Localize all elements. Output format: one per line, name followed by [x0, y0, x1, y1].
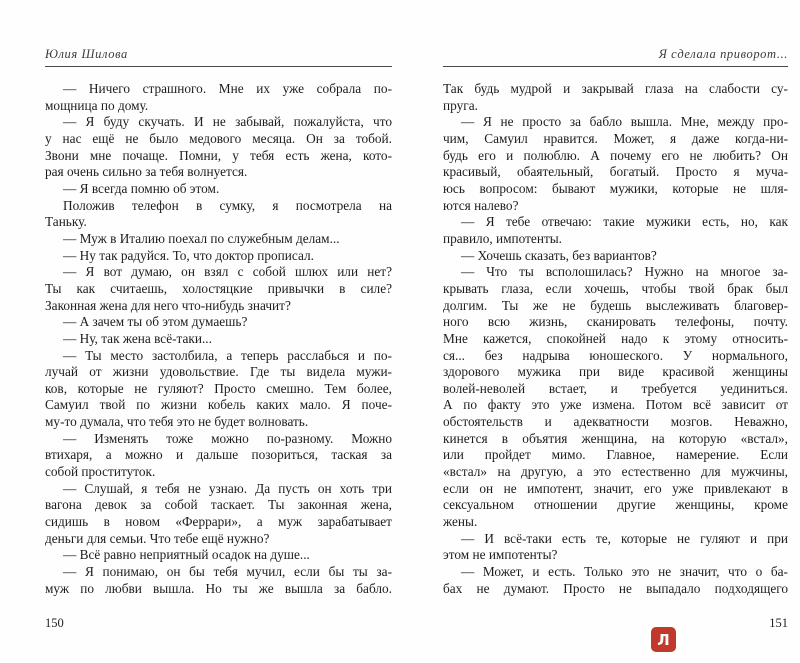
right-page [443, 0, 788, 663]
header-rule [45, 66, 392, 67]
text-line: — Что ты всполошилась? Нужно на многое за- [461, 264, 788, 280]
text-line: ков, которые не гуляют? Просто смешно. Тем более, [45, 380, 392, 396]
paragraph [443, 248, 788, 265]
right-page-body [443, 81, 788, 597]
text-line: — Слушай, я тебя не узнаю. Да пусть он хоть три [63, 480, 392, 496]
text-line: правило, импотенты. [443, 230, 563, 246]
paragraph [45, 181, 392, 198]
text-line: Так будь мудрой и закрывай глаза на слабости су- [443, 81, 788, 96]
text-line: кинется в объятия женщина, на которую «встал», [443, 430, 788, 446]
paragraph [45, 314, 392, 331]
text-line: у нас ещё не было медового месяца. Он за тобой. [45, 130, 392, 146]
text-line: Звони мне почаще. Помни, у тебя есть жена, кото- [45, 147, 392, 163]
text-line: — Ну так радуйся. То, что доктор прописал. [63, 247, 314, 263]
page-number-right: 151 [769, 616, 788, 630]
paragraph [45, 81, 392, 114]
text-line: вагона девок за собой таскает. Ты законная жена, [45, 497, 392, 513]
publisher-watermark-icon [651, 627, 676, 652]
paragraph [45, 264, 392, 314]
text-line: — А зачем ты об этом думаешь? [63, 314, 248, 330]
left-page-body [45, 81, 392, 597]
text-line: му-то думала, что тебя это не будет волновать. [45, 414, 309, 430]
text-line: сексуальном отношении другие женщины, кроме [443, 497, 788, 513]
text-line: жены. [443, 514, 478, 530]
text-line: собой проституток. [45, 464, 156, 480]
text-line: — Я всегда помню об этом. [63, 180, 220, 196]
text-line: бах не думают. Просто не выпадало подходящего [443, 580, 788, 596]
text-line: Законная жена для него что-нибудь значит? [45, 297, 291, 313]
text-line: — Я вот думаю, он взял с собой шлюх или нет? [63, 264, 392, 280]
paragraph [45, 231, 392, 248]
text-line: — Я буду скучать. И не забывай, пожалуйста, что [63, 114, 392, 130]
text-line: лучай от жизни удовольствие. Где ты видела мужи- [45, 364, 392, 380]
text-line: рая очень сильно за тебя волнуется. [45, 164, 248, 180]
text-line: — Ничего страшного. Мне их уже собрала по- [63, 81, 392, 96]
text-line: Мне кажется, спокойней надо к этому относить- [443, 330, 788, 346]
text-line: чим, Самуил нравится. Может, я даже когда-ни- [443, 130, 788, 146]
text-line: ся... без надрыва юношеского. У нормального, [443, 347, 788, 363]
text-line: Таньку. [45, 214, 87, 230]
text-line: красивый, обаятельный, богатый. Просто я муча- [443, 164, 788, 180]
paragraph [443, 564, 788, 597]
text-line: ного всю жизнь, сканировать телефоны, почту. [443, 314, 788, 330]
text-line: ются налево? [443, 197, 519, 213]
text-line: — Ну, так жена всё-таки... [63, 330, 212, 346]
text-line: деньги для семьи. Что тебе ещё нужно? [45, 530, 270, 546]
paragraph [45, 348, 392, 431]
paragraph [443, 264, 788, 531]
running-header-title: Я сделала приворот... [658, 47, 788, 61]
text-line: — Изменять тоже можно по-разному. Можно [63, 430, 392, 446]
watermark-letter: Л [657, 630, 670, 649]
paragraph [443, 214, 788, 247]
text-line: сидишь в новом «Феррари», а муж зарабатывает [45, 514, 392, 530]
text-line: — Я понимаю, он бы тебя мучил, если бы ты за- [63, 564, 392, 580]
running-header-author: Юлия Шилова [45, 47, 128, 61]
text-line: — Муж в Италию поехал по служебным делам... [63, 230, 340, 246]
text-line: — И всё-таки есть те, которые не гуляют и при [461, 530, 788, 546]
text-line: мощница по дому. [45, 97, 149, 113]
text-line: если он не импотент, значит, его уже привлекают в [443, 480, 788, 496]
text-line: обстоятельств и адекватности мозгов. Неважно, [443, 414, 788, 430]
text-line: — Хочешь сказать, без вариантов? [461, 247, 657, 263]
text-line: — Может, и есть. Только это не значит, что о ба- [461, 564, 788, 580]
text-line: — Я не просто за бабло вышла. Мне, между про- [461, 114, 788, 130]
text-line: Ты как считаешь, холостяцкие привычки в силе? [45, 280, 392, 296]
text-line: — Я тебе отвечаю: такие мужики есть, но, как [461, 214, 788, 230]
text-line: волей-неволей встает, и требуется уединиться. [443, 380, 788, 396]
paragraph [443, 81, 788, 114]
paragraph [443, 531, 788, 564]
text-line: крывать глаза, если хочешь, чтобы твой брак был [443, 280, 788, 296]
paragraph [45, 114, 392, 181]
paragraph [45, 481, 392, 548]
text-line: или пройдет мимо. Главное, намерение. Если [443, 447, 788, 463]
paragraph [45, 198, 392, 231]
left-page [45, 0, 392, 663]
paragraph [45, 564, 392, 597]
paragraph [443, 114, 788, 214]
text-line: — Ты место застолбила, а теперь расслабься и по- [63, 347, 392, 363]
header-rule [443, 66, 788, 67]
paragraph [45, 431, 392, 481]
text-line: здорового мужика при виде красивой женщины [443, 364, 788, 380]
page-number-left: 150 [45, 616, 64, 630]
text-line: Положив телефон в сумку, я посмотрела на [63, 197, 392, 213]
text-line: юсь вопросом: бывают мужики, которые не шля- [443, 180, 788, 196]
text-line: пруга. [443, 97, 478, 113]
paragraph [45, 547, 392, 564]
text-line: Самуил твой по жизни кобель каких мало. Я поче- [45, 397, 392, 413]
text-line: будь его и полюблю. А почему его не любить? Он [443, 147, 788, 163]
paragraph [45, 248, 392, 265]
text-line: этом не импотенты? [443, 547, 558, 563]
text-line: «встал» на другую, а это естественно для мужчины, [443, 464, 788, 480]
text-line: долгим. Ты же не будешь выслеживать благовер- [443, 297, 788, 313]
text-line: муж по любви вышла. Но ты же вышла за бабло. [45, 580, 392, 596]
paragraph [45, 331, 392, 348]
text-line: — Всё равно неприятный осадок на душе... [63, 547, 310, 563]
text-line: втихаря, а можно и дальше позориться, таская за [45, 447, 392, 463]
text-line: А по факту это уже измена. Потом всё зависит от [443, 397, 788, 413]
